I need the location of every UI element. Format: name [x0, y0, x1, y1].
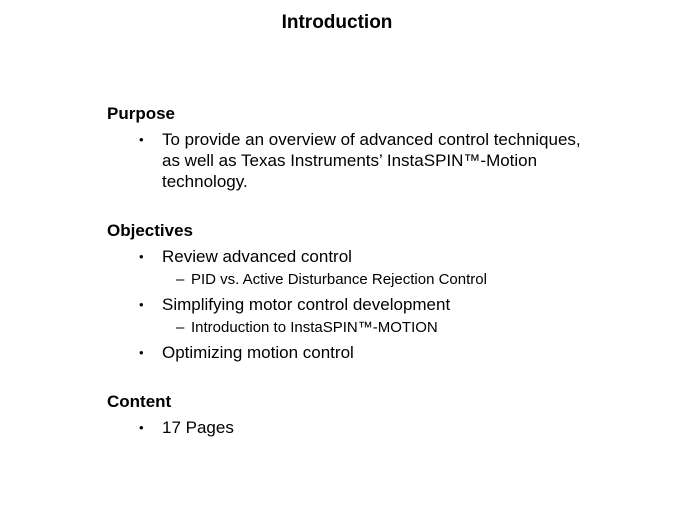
- bullet-glyph: •: [139, 249, 144, 264]
- bullet-text: 17 Pages: [162, 418, 234, 437]
- bullet-text: Optimizing motion control: [162, 343, 354, 362]
- bullet-glyph: •: [139, 132, 144, 147]
- section-heading-content: Content: [107, 392, 172, 411]
- bullet-text: Review advanced control: [162, 247, 352, 266]
- sub-bullet-text: PID vs. Active Disturbance Rejection Control: [191, 271, 487, 288]
- dash-glyph: –: [176, 271, 185, 288]
- sub-bullet-text: Introduction to InstaSPIN™-MOTION: [191, 319, 438, 336]
- bullet-text: Simplifying motor control development: [162, 295, 451, 314]
- dash-glyph: –: [176, 319, 185, 336]
- bullet-glyph: •: [139, 420, 144, 435]
- section-heading-purpose: Purpose: [107, 104, 176, 123]
- section-heading-objectives: Objectives: [107, 221, 193, 240]
- bullet-glyph: •: [139, 297, 144, 312]
- bullet-text: To provide an overview of advanced control techniques, as well as Texas Instruments’ InstaSPIN™-Motion technology.: [162, 130, 581, 191]
- bullet-glyph: •: [139, 345, 144, 360]
- slide-title: Introduction: [281, 12, 393, 33]
